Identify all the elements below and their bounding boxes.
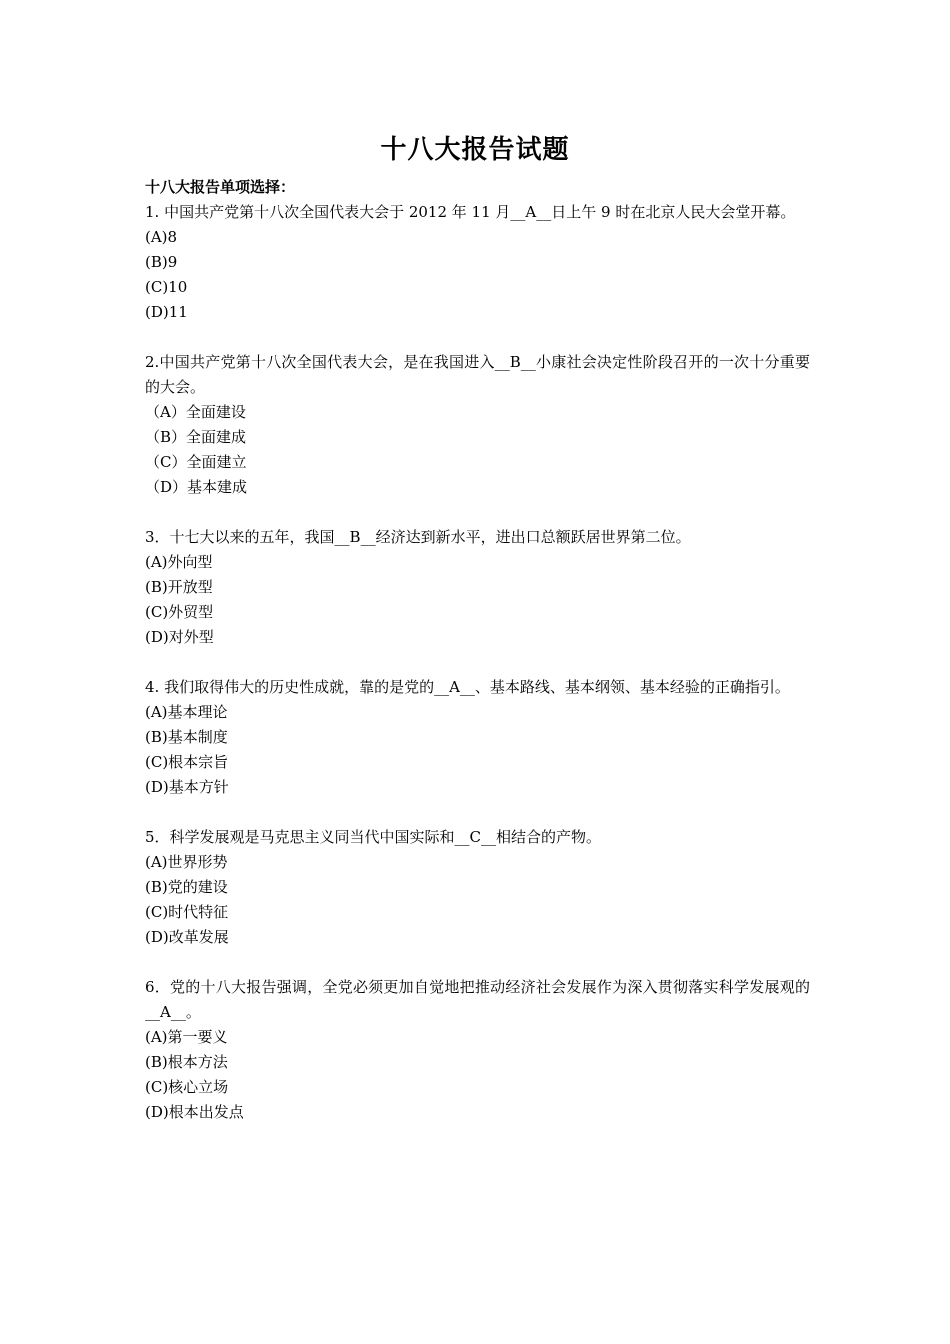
- option-b: (B)党的建设: [145, 878, 228, 896]
- option-a: (A)世界形势: [145, 853, 228, 871]
- option-b: (B)开放型: [145, 578, 213, 596]
- section-heading: 十八大报告单项选择：: [145, 178, 296, 196]
- document-content: [145, 175, 810, 1150]
- option-d: (D)11: [145, 303, 188, 321]
- question-5: [145, 825, 810, 950]
- option-d: (D)对外型: [145, 628, 214, 646]
- option-c: (C)外贸型: [145, 603, 214, 621]
- option-a: (A)第一要义: [145, 1028, 228, 1046]
- option-b: (B)基本制度: [145, 728, 228, 746]
- option-c: (C)核心立场: [145, 1078, 229, 1096]
- document-title: 十八大报告试题: [380, 135, 570, 165]
- question-4: [145, 675, 810, 800]
- option-a: （A）全面建设: [145, 403, 246, 421]
- question-stem: 2.中国共产党第十八次全国代表大会，是在我国进入__B__小康社会决定性阶段召开的一次十分重要的大会。: [145, 353, 810, 396]
- question-2: [145, 350, 810, 500]
- question-6: [145, 975, 810, 1125]
- option-c: （C）全面建立: [145, 453, 247, 471]
- option-d: (D)改革发展: [145, 928, 229, 946]
- question-stem: 4. 我们取得伟大的历史性成就，靠的是党的__A__、基本路线、基本纲领、基本经验的正确指引。: [145, 678, 790, 696]
- question-1: [145, 200, 810, 325]
- option-d: (D)根本出发点: [145, 1103, 244, 1121]
- option-c: (C)根本宗旨: [145, 753, 229, 771]
- option-b: （B）全面建成: [145, 428, 247, 446]
- option-a: (A)8: [145, 228, 178, 246]
- option-d: (D)基本方针: [145, 778, 229, 796]
- option-d: （D）基本建成: [145, 478, 248, 496]
- option-c: (C)时代特征: [145, 903, 229, 921]
- option-a: (A)外向型: [145, 553, 213, 571]
- question-3: [145, 525, 810, 650]
- option-c: (C)10: [145, 278, 188, 296]
- question-stem: 3．十七大以来的五年，我国__B__经济达到新水平，进出口总额跃居世界第二位。: [145, 528, 691, 546]
- question-stem: 1. 中国共产党第十八次全国代表大会于 2012 年 11 月__A__日上午 9 时在北京人民大会堂开幕。: [145, 203, 796, 221]
- option-b: (B)根本方法: [145, 1053, 228, 1071]
- question-stem: 5．科学发展观是马克思主义同当代中国实际和__C__相结合的产物。: [145, 828, 602, 846]
- option-a: (A)基本理论: [145, 703, 228, 721]
- question-stem: 6．党的十八大报告强调，全党必须更加自觉地把推动经济社会发展作为深入贯彻落实科学发展观的__A__。: [145, 978, 810, 1021]
- option-b: (B)9: [145, 253, 178, 271]
